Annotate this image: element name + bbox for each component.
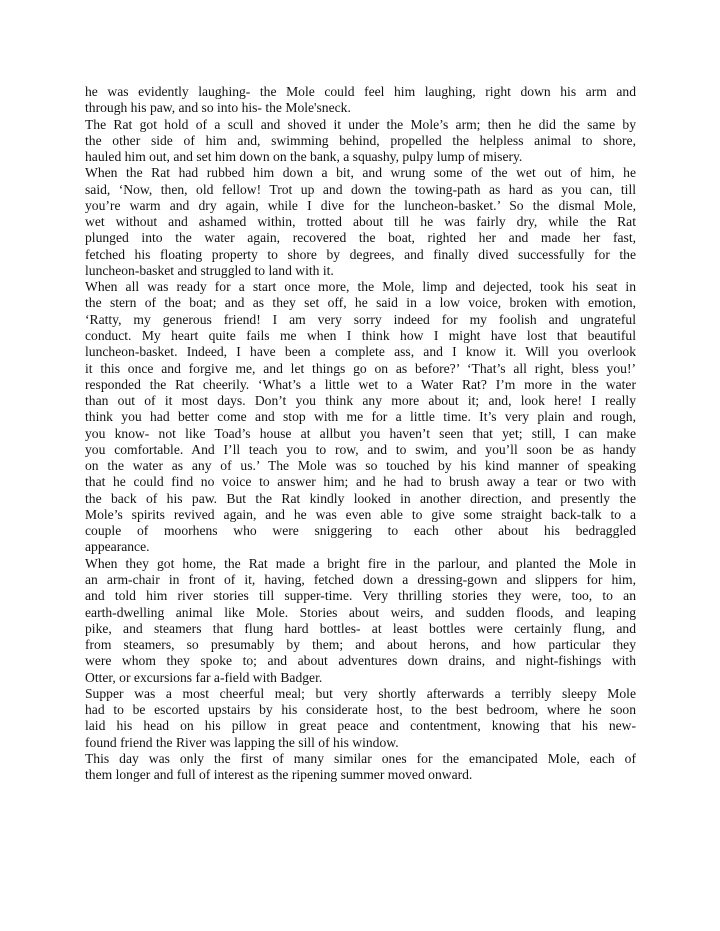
text-line: wet without and ashamed within, trotted about till he was fairly dry, while the Rat xyxy=(85,214,636,230)
text-line: luncheon-basket and struggled to land with it. xyxy=(85,262,334,278)
text-line: were whom they spoke to; and about adventures down drains, and night-fishings with xyxy=(85,653,636,669)
text-line: earth-dwelling animal like Mole. Stories about weirs, and sudden floods, and leaping xyxy=(85,604,636,620)
text-line: the stern of the boat; and as they set off, he said in a low voice, broken with emotion, xyxy=(85,295,636,311)
text-line: the back of his paw. But the Rat kindly looked in another direction, and presently the xyxy=(85,490,636,506)
text-line: When they got home, the Rat made a bright fire in the parlour, and planted the Mole in xyxy=(85,555,636,571)
text-line: luncheon-basket. Indeed, I have been a complete ass, and I know it. Will you overlook xyxy=(85,344,636,360)
text-line: think you had better come and stop with me for a little time. It’s very plain and rough, xyxy=(85,409,636,425)
text-line: the other side of him and, swimming behind, propelled the helpless animal to shore, xyxy=(85,132,636,148)
text-line: that he could find no voice to answer him; and he had to brush away a tear or two with xyxy=(85,474,636,490)
text-line: it this once and forgive me, and let things go on as before?’ ‘That’s all right, bless you!’ xyxy=(85,360,636,376)
paragraph xyxy=(85,165,636,279)
text-line: Supper was a most cheerful meal; but very shortly afterwards a terribly sleepy Mole xyxy=(85,685,636,701)
text-line: Otter, or excursions far a-field with Badger. xyxy=(85,669,323,685)
text-line: he was evidently laughing- the Mole could feel him laughing, right down his arm and xyxy=(85,84,636,99)
text-line: through his paw, and so into his- the Mole'sneck. xyxy=(85,100,351,116)
text-line: fetched his floating property to shore by degrees, and finally dived successfully for the xyxy=(85,246,636,262)
text-line: you’re warm and dry again, while I dive for the luncheon-basket.’ So the dismal Mole, xyxy=(85,197,636,213)
paragraph xyxy=(85,686,636,751)
text-line: you know- not like Toad’s house at allbut you haven’t seen that yet; still, I can make xyxy=(85,425,636,441)
text-line: conduct. My heart quite fails me when I think how I might have lost that beautiful xyxy=(85,327,636,343)
text-line: ‘Ratty, my generous friend! I am very sorry indeed for my foolish and ungrateful xyxy=(85,311,636,327)
text-line: This day was only the first of many similar ones for the emancipated Mole, each of xyxy=(85,750,636,766)
text-line: plunged into the water again, recovered the boat, righted her and made her fast, xyxy=(85,230,636,246)
text-line: you comfortable. And I’ll teach you to row, and to swim, and you’ll soon be as handy xyxy=(85,441,636,457)
text-line: hauled him out, and set him down on the bank, a squashy, pulpy lump of misery. xyxy=(85,149,523,165)
text-line: The Rat got hold of a scull and shoved it under the Mole’s arm; then he did the same by xyxy=(85,116,636,132)
text-line: appearance. xyxy=(85,539,150,555)
paragraph xyxy=(85,84,636,117)
text-line: than out of it most days. Don’t you think any more about it; and, look here! I really xyxy=(85,393,636,409)
text-line: said, ‘Now, then, old fellow! Trot up and down the towing-path as hard as you can, till xyxy=(85,181,636,197)
text-line: Mole’s spirits revived again, and he was even able to give some straight back-talk to a xyxy=(85,506,636,522)
text-line: from steamers, so presumably by them; and about herons, and how particular they xyxy=(85,637,636,653)
text-line: laid his head on his pillow in great peace and contentment, knowing that his new- xyxy=(85,718,636,734)
paragraph xyxy=(85,117,636,166)
text-line: them longer and full of interest as the ripening summer moved onward. xyxy=(85,767,473,783)
text-line: When the Rat had rubbed him down a bit, and wrung some of the wet out of him, he xyxy=(85,165,636,181)
text-line: found friend the River was lapping the sill of his window. xyxy=(85,734,399,750)
text-line: on the water as any of us.’ The Mole was so touched by his kind manner of speaking xyxy=(85,458,636,474)
paragraph xyxy=(85,279,636,556)
text-line: pike, and steamers that flung hard bottles- at least bottles were certainly flung, and xyxy=(85,620,636,636)
text-line: responded the Rat cheerily. ‘What’s a little wet to a Water Rat? I’m more in the water xyxy=(85,376,636,392)
text-line: couple of moorhens who were sniggering to each other about his bedraggled xyxy=(85,523,636,539)
paragraph xyxy=(85,751,636,784)
text-line: an arm-chair in front of it, having, fetched down a dressing-gown and slippers for him, xyxy=(85,571,636,587)
text-line: and told him river stories till supper-time. Very thrilling stories they were, too, to an xyxy=(85,588,636,604)
text-line: When all was ready for a start once more, the Mole, limp and dejected, took his seat in xyxy=(85,279,636,295)
paragraph xyxy=(85,556,636,686)
document-page xyxy=(85,84,636,783)
text-line: had to be escorted upstairs by his considerate host, to the best bedroom, where he soon xyxy=(85,702,636,718)
